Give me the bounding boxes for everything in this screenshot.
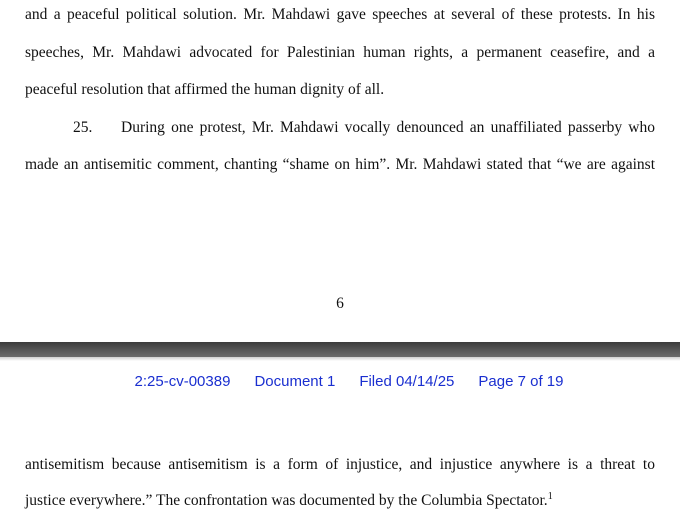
body-text-line: made an antisemitic comment, chanting “shame on him”. Mr. Mahdawi stated that “we are against: [25, 156, 655, 173]
court-filing-header: [0, 372, 680, 392]
body-text-line-with-footnote: [25, 491, 655, 511]
paragraph-25-first-line: [73, 118, 655, 138]
body-text: justice everywhere.” The confrontation was documented by the Columbia Spectator.: [25, 492, 548, 509]
paragraph-number: 25.: [73, 119, 93, 136]
document-label: Document 1: [254, 373, 336, 390]
filed-date: Filed 04/14/25: [359, 373, 455, 390]
body-text-line: and a peaceful political solution. Mr. Mahdawi gave speeches at several of these protests. In his: [25, 6, 655, 23]
page-break-divider: [0, 342, 680, 357]
page-break-shadow: [0, 357, 680, 361]
case-number: 2:25-cv-00389: [134, 373, 231, 390]
body-text-line: antisemitism because antisemitism is a form of injustice, and injustice anywhere is a threat to: [25, 456, 655, 473]
page-indicator: Page 7 of 19: [478, 373, 564, 390]
body-text-line: peaceful resolution that affirmed the human dignity of all.: [25, 81, 385, 98]
footnote-marker[interactable]: 1: [547, 491, 553, 502]
paragraph-text: During one protest, Mr. Mahdawi vocally denounced an unaffiliated passerby who: [121, 119, 655, 136]
page-number: 6: [336, 295, 344, 312]
body-text-line: speeches, Mr. Mahdawi advocated for Palestinian human rights, a permanent ceasefire, and a: [25, 44, 655, 61]
